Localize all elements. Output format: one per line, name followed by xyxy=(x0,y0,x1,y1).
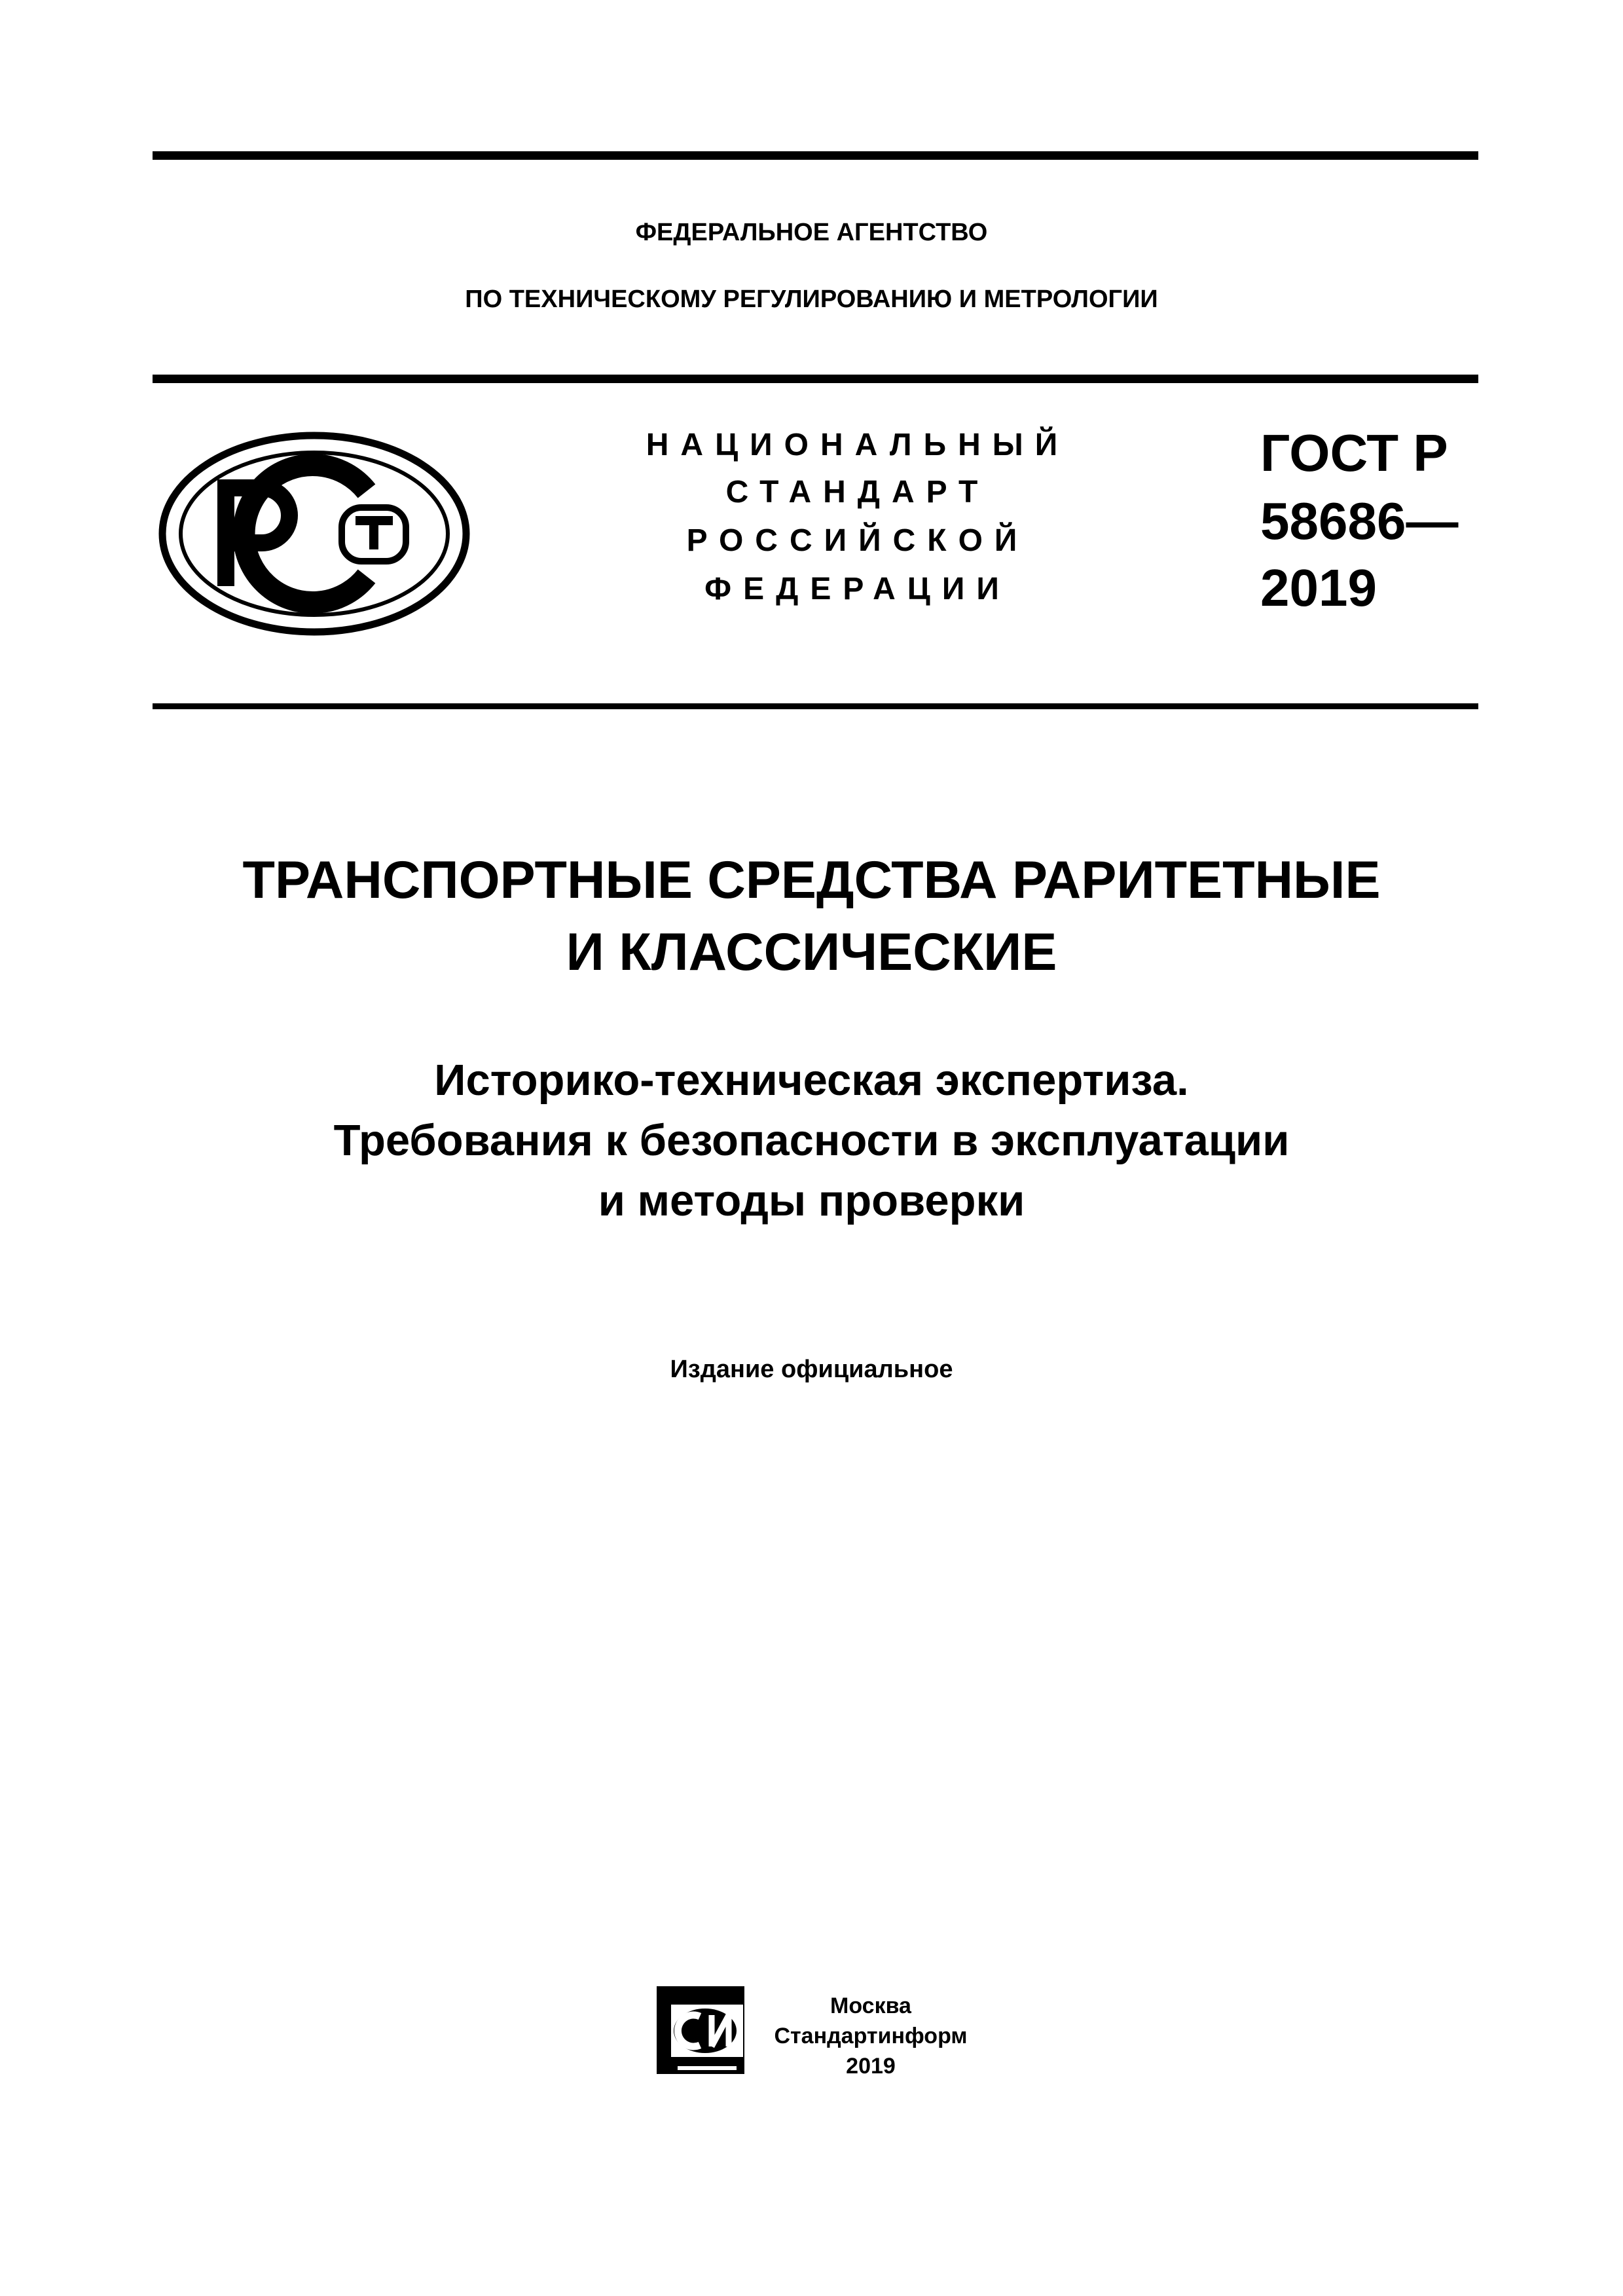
standard-type-line-4: ФЕДЕРАЦИИ xyxy=(704,572,1011,606)
standartinform-logo-icon xyxy=(651,1981,750,2079)
header-divider xyxy=(153,375,1478,383)
publisher-year: 2019 xyxy=(846,2054,896,2079)
agency-line-2: ПО ТЕХНИЧЕСКОМУ РЕГУЛИРОВАНИЮ И МЕТРОЛОГИИ xyxy=(465,286,1158,313)
top-divider xyxy=(153,151,1478,160)
standard-type-line-3: РОССИЙСКОЙ xyxy=(686,523,1029,558)
document-title-line-1: ТРАНСПОРТНЫЕ СРЕДСТВА РАРИТЕТНЫЕ xyxy=(242,851,1381,910)
edition-label: Издание официальное xyxy=(670,1356,953,1383)
document-subtitle-line-3: и методы проверки xyxy=(598,1176,1025,1225)
document-subtitle-line-1: Историко-техническая экспертиза. xyxy=(434,1056,1189,1105)
standard-code-line-2: 58686— xyxy=(1260,492,1459,550)
rst-certification-logo-icon xyxy=(157,429,471,639)
publisher-city: Москва xyxy=(830,1993,911,2018)
document-title-line-2: И КЛАССИЧЕСКИЕ xyxy=(566,923,1057,982)
agency-line-1: ФЕДЕРАЛЬНОЕ АГЕНТСТВО xyxy=(635,219,988,246)
publisher-name: Стандартинформ xyxy=(774,2024,968,2048)
standard-type-line-1: НАЦИОНАЛЬНЫЙ xyxy=(646,428,1070,462)
title-divider xyxy=(153,703,1478,709)
document-subtitle-line-2: Требования к безопасности в эксплуатации xyxy=(333,1116,1290,1165)
standard-code-line-3: 2019 xyxy=(1260,559,1377,617)
standard-type-line-2: СТАНДАРТ xyxy=(725,475,990,509)
standard-code-line-1: ГОСТ Р xyxy=(1260,424,1448,482)
